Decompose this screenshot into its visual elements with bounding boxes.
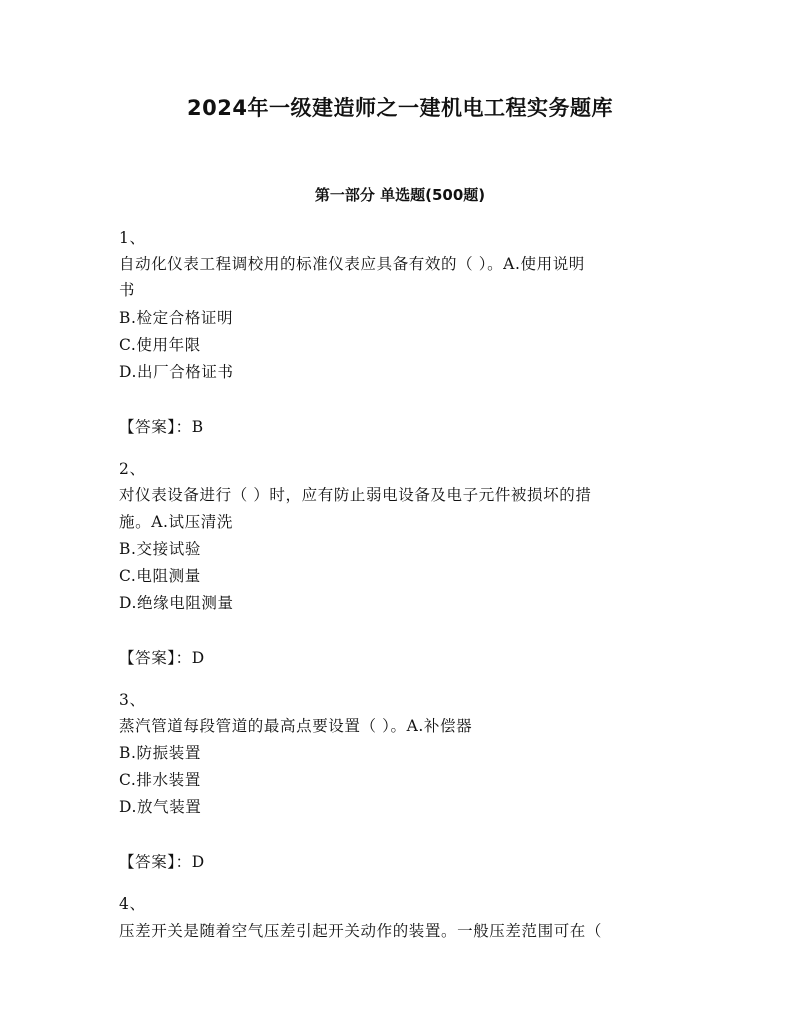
question-3-number: 3、 — [119, 691, 146, 709]
question-3-option-d: D.放气装置 — [119, 798, 202, 816]
question-2-option-b: B.交接试验 — [119, 540, 201, 558]
question-1-option-b: B.检定合格证明 — [119, 309, 234, 327]
question-3-stem-line1: 蒸汽管道每段管道的最高点要设置（ ）。A.补偿器 — [119, 717, 473, 735]
document-title: 2024年一级建造师之一建机电工程实务题库 — [187, 96, 613, 120]
question-2-stem-line2: 施。A.试压清洗 — [119, 513, 233, 531]
question-3-answer: 【答案】：D — [119, 853, 205, 871]
question-1-stem-line1: 自动化仪表工程调校用的标准仪表应具备有效的（ ）。A.使用说明 — [119, 255, 585, 273]
question-2-answer: 【答案】：D — [119, 649, 205, 667]
question-4-number: 4、 — [119, 895, 146, 913]
question-3-option-b: B.防振装置 — [119, 744, 201, 762]
question-3-option-c: C.排水装置 — [119, 771, 201, 789]
question-2-option-d: D.绝缘电阻测量 — [119, 594, 234, 612]
question-1-stem-line2: 书 — [119, 281, 136, 299]
question-1-option-c: C.使用年限 — [119, 336, 201, 354]
question-1-number: 1、 — [119, 229, 146, 247]
question-2-stem-line1: 对仪表设备进行（ ）时，应有防止弱电设备及电子元件被损坏的措 — [119, 486, 592, 504]
section-heading: 第一部分 单选题(500题) — [314, 186, 486, 204]
question-1-answer: 【答案】：B — [119, 418, 204, 436]
question-4-stem-line1: 压差开关是随着空气压差引起开关动作的装置。一般压差范围可在（ — [119, 922, 603, 940]
question-2-option-c: C.电阻测量 — [119, 567, 201, 585]
question-1-option-d: D.出厂合格证书 — [119, 363, 234, 381]
question-2-number: 2、 — [119, 460, 146, 478]
